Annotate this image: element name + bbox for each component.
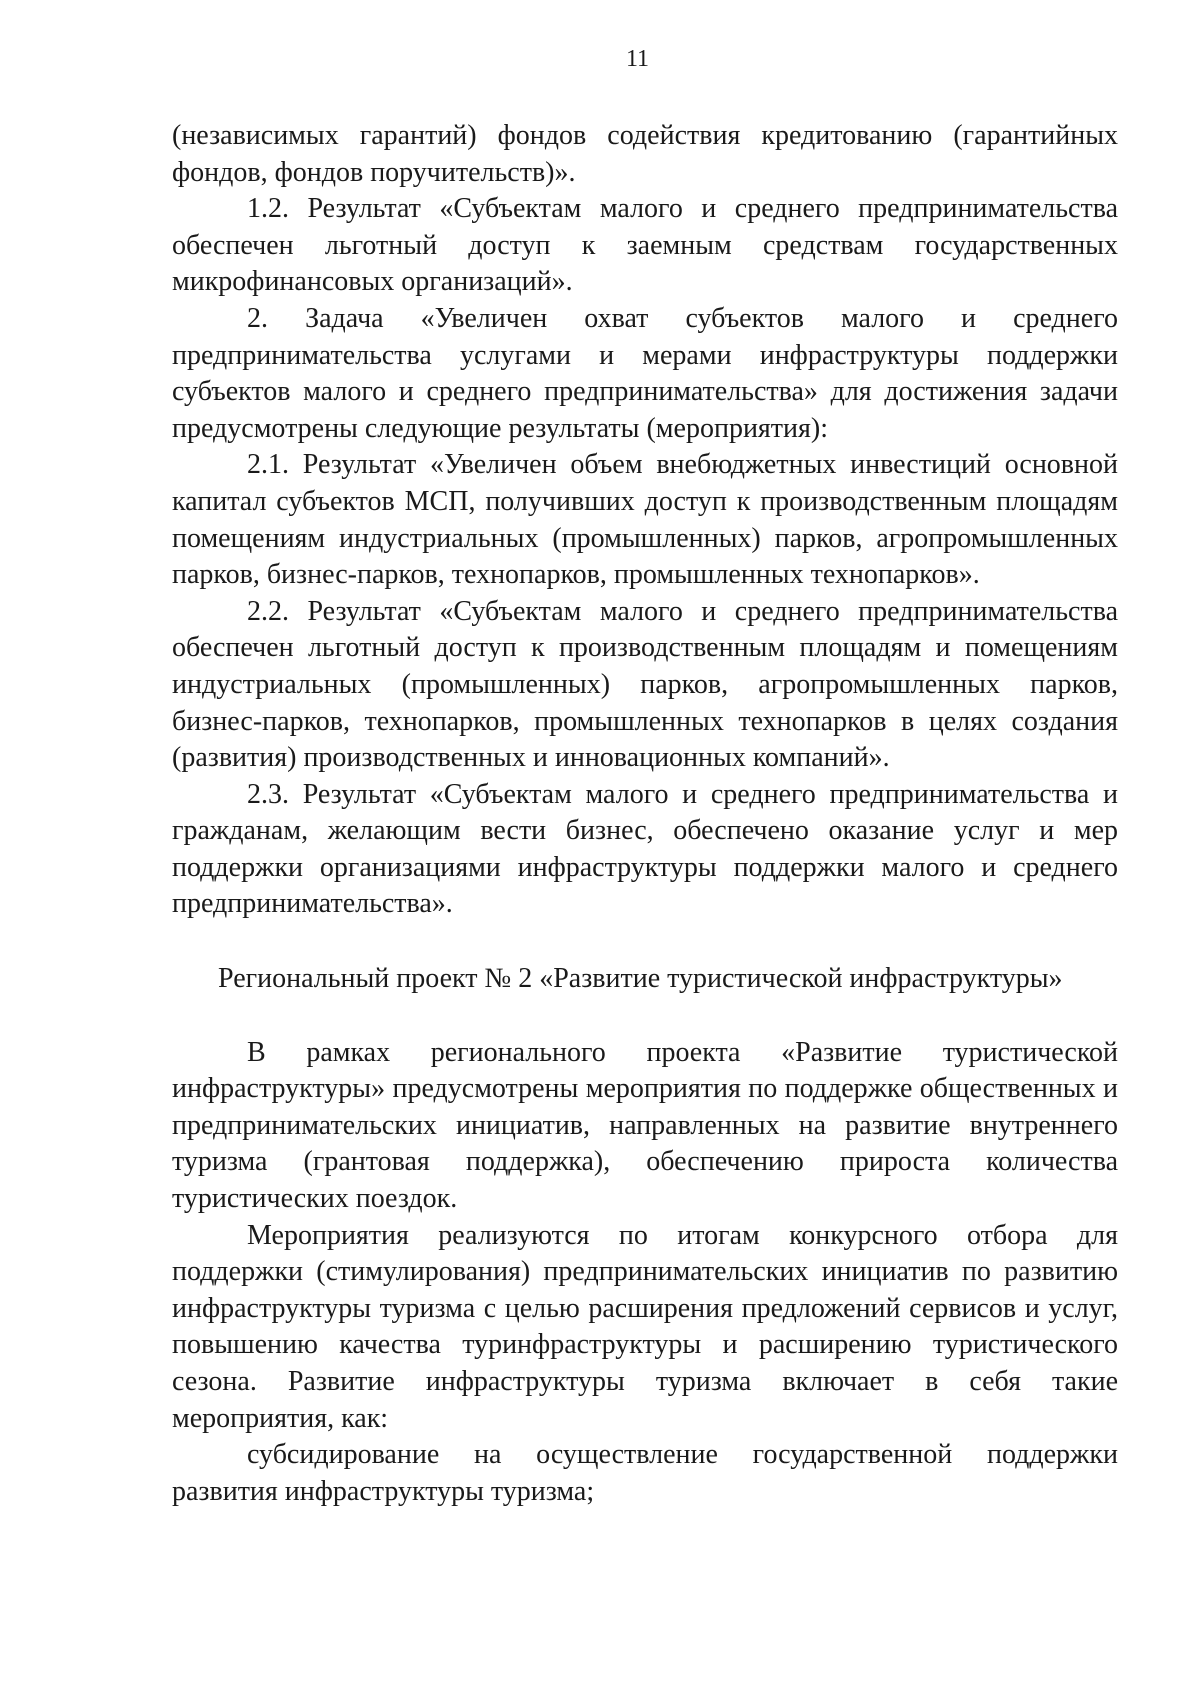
paragraph-subsidy: субсидирование на осуществление государственной поддержки развития инфраструктуры туризма; (172, 1439, 1118, 1507)
paragraph-result-2-2: 2.2. Результат «Субъектам малого и среднего предпринимательства обеспечен льготный доступ к производственным площадям и помещениям индустриальных (промышленных) парков, агропромышленных парков, бизнес-парков, технопарков, промышленных технопарков в целях создания (развития) производственных и инновационных компаний». (172, 595, 1118, 774)
paragraph-result-1-2: 1.2. Результат «Субъектам малого и среднего предпринимательства обеспечен льготный доступ к заемным средствам государственных микрофинансовых организаций». (172, 193, 1118, 298)
section-heading: Региональный проект № 2 «Развитие туристической инфраструктуры» (218, 963, 1063, 995)
paragraph-result-2-1: 2.1. Результат «Увеличен объем внебюджетных инвестиций основной капитал субъектов МСП, получивших доступ к производственным площадям помещениям индустриальных (промышленных) парков, агропромышленных парков, бизнес-парков, технопарков, промышленных технопарков». (172, 449, 1118, 591)
document-body (172, 118, 1118, 1510)
paragraph-project-scope: В рамках регионального проекта «Развитие туристической инфраструктуры» предусмотрены мероприятия по поддержке общественных и предпринимательских инициатив, направленных на развитие внутреннего туризма (грантовая поддержка), обеспечению прироста количества туристических поездок. (172, 1036, 1118, 1215)
paragraph-activities: Мероприятия реализуются по итогам конкурсного отбора для поддержки (стимулирования) предпринимательских инициатив по развитию инфраструктуры туризма с целью расширения предложений сервисов и услуг, повышению качества туринфраструктуры и расширению туристического сезона. Развитие инфраструктуры туризма включает в себя такие мероприятия, как: (172, 1219, 1118, 1434)
page-number: 11 (625, 46, 650, 72)
paragraph-result-2-3: 2.3. Результат «Субъектам малого и среднего предпринимательства и гражданам, желающим вести бизнес, обеспечено оказание услуг и мер поддержки организациями инфраструктуры поддержки малого и среднего предпринимательства». (172, 778, 1118, 920)
paragraph-task-2: 2. Задача «Увеличен охват субъектов малого и среднего предпринимательства услугами и мерами инфраструктуры поддержки субъектов малого и среднего предпринимательства» для достижения задачи предусмотрены следующие результаты (мероприятия): (172, 302, 1118, 444)
paragraph-continuation: (независимых гарантий) фондов содействия кредитованию (гарантийных фондов, фондов поручительств)». (172, 120, 1118, 188)
